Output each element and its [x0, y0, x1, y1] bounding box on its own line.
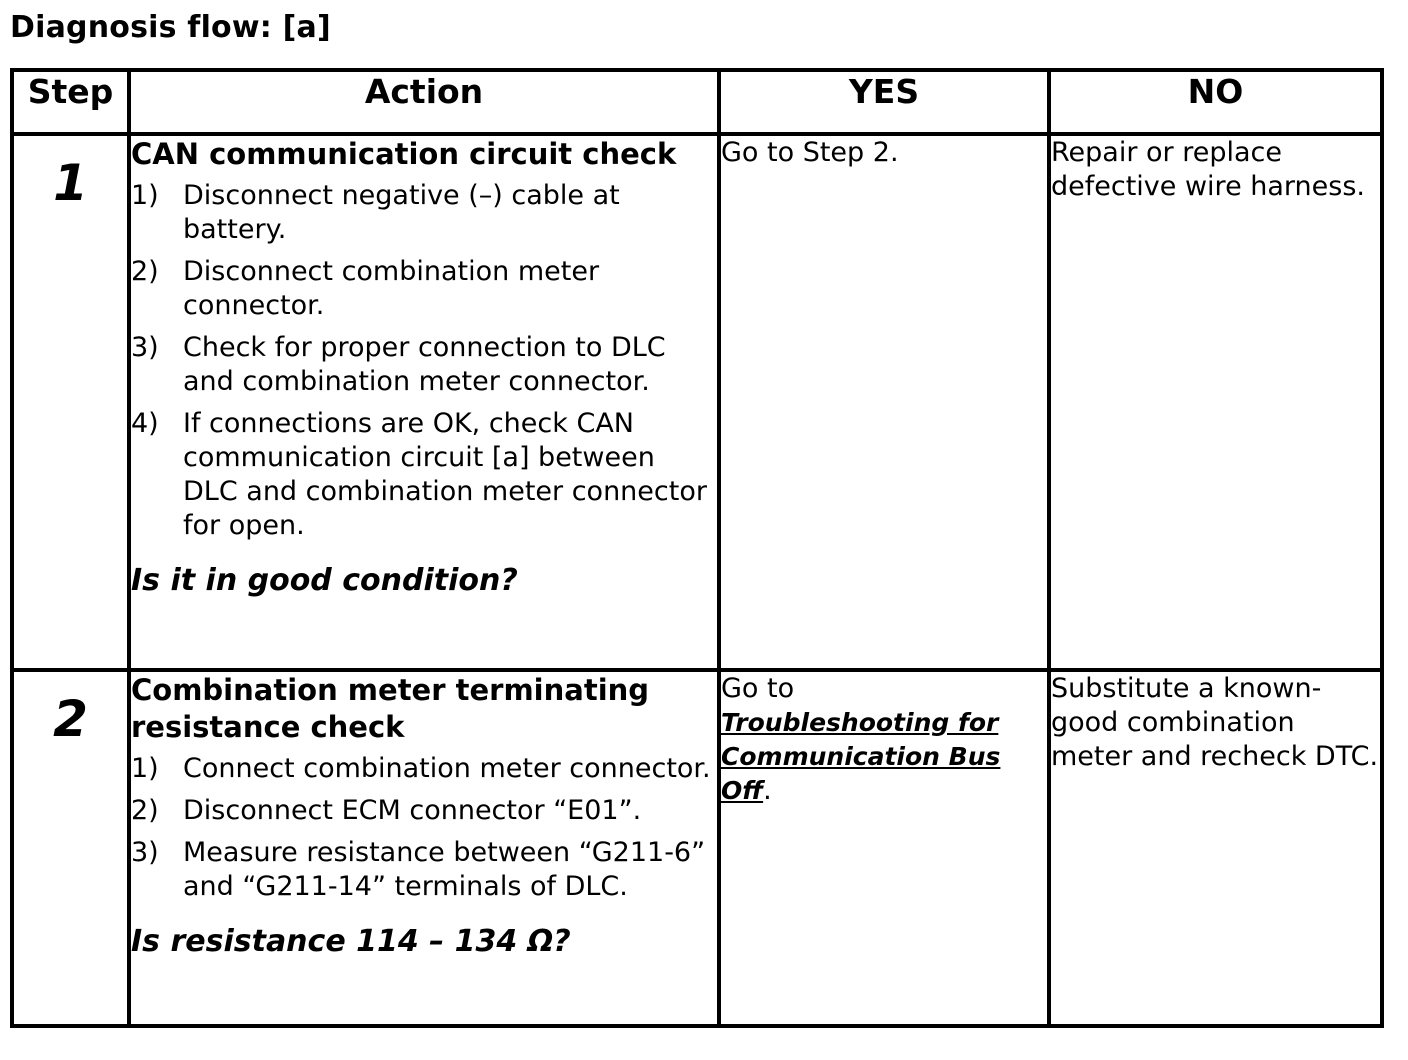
substep-number: 1) [131, 753, 159, 784]
list-item [131, 407, 717, 543]
step-number: 2 [53, 690, 88, 748]
yes-cell [719, 670, 1049, 1026]
step-cell [12, 134, 129, 670]
substep-number: 3) [131, 332, 159, 363]
action-cell [129, 670, 719, 1026]
list-item [131, 179, 717, 247]
page-title: Diagnosis flow: [a] [10, 10, 331, 45]
action-title: CAN communication circuit check [131, 137, 677, 171]
substep-text: Measure resistance between “G211-6” and “G211-14” terminals of DLC. [183, 837, 706, 902]
action-cell [129, 134, 719, 670]
substep-text: Disconnect negative (–) cable at battery. [183, 180, 620, 245]
check-question: Is it in good condition? [131, 563, 518, 598]
column-header-yes: YES [719, 70, 1049, 134]
substep-text: Connect combination meter connector. [183, 753, 711, 784]
table-row [12, 670, 1382, 1026]
no-text: Substitute a known-good combination meter and recheck DTC. [1051, 673, 1379, 772]
check-question: Is resistance 114 – 134 Ω? [131, 924, 571, 959]
substep-text: Disconnect ECM connector “E01”. [183, 795, 642, 826]
list-item [131, 255, 717, 323]
list-item [131, 794, 717, 828]
substep-list [131, 752, 717, 904]
substep-text: If connections are OK, check CAN communication circuit [a] between DLC and combination meter connector for open. [183, 408, 707, 541]
table-row [12, 134, 1382, 670]
no-cell [1049, 134, 1382, 670]
column-header-action: Action [129, 70, 719, 134]
column-header-no: NO [1049, 70, 1382, 134]
step-cell [12, 670, 129, 1026]
step-number: 1 [53, 154, 88, 212]
yes-suffix: . [763, 775, 772, 806]
no-cell [1049, 670, 1382, 1026]
yes-text: Go to Step 2. [721, 137, 899, 168]
yes-text: Go to [721, 673, 795, 704]
table-header-row [12, 70, 1382, 134]
list-item [131, 836, 717, 904]
list-item [131, 331, 717, 399]
action-title: Combination meter terminating resistance check [131, 673, 650, 744]
substep-number: 2) [131, 795, 159, 826]
substep-number: 2) [131, 256, 159, 287]
list-item [131, 752, 717, 786]
substep-number: 3) [131, 837, 159, 868]
substep-text: Check for proper connection to DLC and combination meter connector. [183, 332, 666, 397]
yes-cell [719, 134, 1049, 670]
substep-list [131, 179, 717, 543]
substep-text: Disconnect combination meter connector. [183, 256, 600, 321]
diagnosis-flow-table [10, 68, 1384, 1028]
column-header-step: Step [12, 70, 129, 134]
troubleshooting-link[interactable]: Troubleshooting for Communication Bus Off [721, 708, 1001, 805]
substep-number: 4) [131, 408, 159, 439]
no-text: Repair or replace defective wire harness. [1051, 137, 1365, 202]
substep-number: 1) [131, 180, 159, 211]
